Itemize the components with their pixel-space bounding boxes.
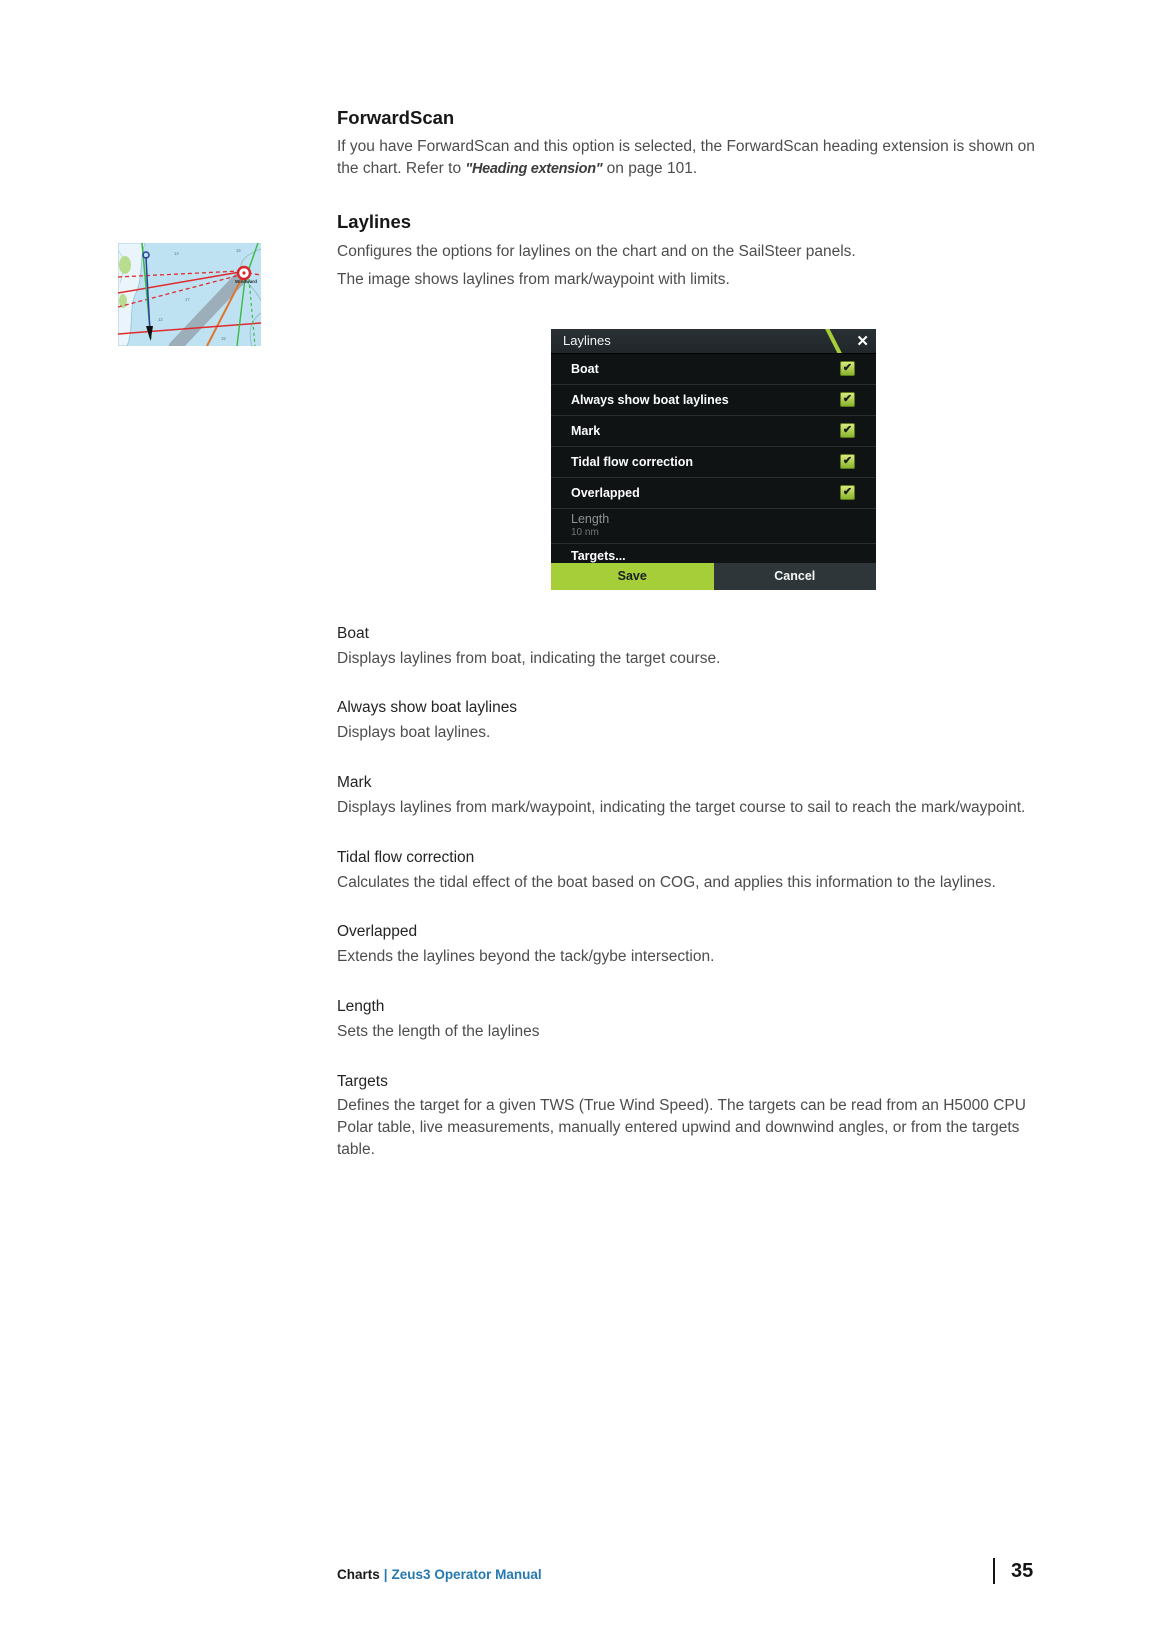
heading-extension-reference: "Heading extension" bbox=[465, 161, 603, 178]
subsection-title: Boat bbox=[337, 624, 369, 642]
checkbox-checked-icon[interactable]: ✔ bbox=[840, 454, 855, 469]
subsection-title: Tidal flow correction bbox=[337, 848, 475, 866]
checkbox-checked-icon[interactable]: ✔ bbox=[840, 361, 855, 376]
forwardscan-body bbox=[337, 136, 1037, 180]
length-value: 10 nm bbox=[571, 526, 599, 538]
dialog-titlebar bbox=[551, 329, 876, 354]
checkbox-checked-icon[interactable]: ✔ bbox=[840, 423, 855, 438]
footer-manual-title: Zeus3 Operator Manual bbox=[391, 1567, 542, 1582]
checkbox-checked-icon[interactable]: ✔ bbox=[840, 485, 855, 500]
subsection-title: Length bbox=[337, 997, 385, 1015]
checkbox-checked-icon[interactable]: ✔ bbox=[840, 392, 855, 407]
depth-label: 12 bbox=[158, 317, 163, 322]
row-label: Boat bbox=[571, 361, 599, 376]
dialog-title: Laylines bbox=[563, 333, 611, 349]
laylines-dialog bbox=[551, 329, 876, 590]
laylines-body-2: The image shows laylines from mark/waypoint with limits. bbox=[337, 270, 730, 288]
subsection-body: Defines the target for a given TWS (True Wind Speed). The targets can be read from an H5000 CPU Polar table, live measurements, manually entered upwind and downwind angles, or from the targets table. bbox=[337, 1097, 1026, 1158]
laylines-heading: Laylines bbox=[337, 211, 412, 233]
save-button[interactable]: Save bbox=[551, 563, 714, 590]
row-label: Overlapped bbox=[571, 485, 640, 500]
dialog-row-targets[interactable] bbox=[551, 544, 876, 563]
forwardscan-body-end: on page 101. bbox=[602, 160, 698, 178]
dialog-row-always-show-boat-laylines[interactable] bbox=[551, 385, 876, 416]
depth-label: 17 bbox=[185, 297, 190, 302]
row-label: Tidal flow correction bbox=[571, 454, 694, 469]
targets-label: Targets... bbox=[571, 548, 626, 563]
dialog-row-length[interactable] bbox=[551, 509, 876, 544]
chart-thumbnail-graphic bbox=[118, 243, 261, 346]
subsection-title: Targets bbox=[337, 1072, 388, 1090]
close-icon[interactable]: ✕ bbox=[856, 332, 869, 350]
forwardscan-heading: ForwardScan bbox=[337, 107, 455, 128]
subsection-title: Always show boat laylines bbox=[337, 699, 518, 717]
subsection-title: Overlapped bbox=[337, 923, 418, 941]
subsection-length bbox=[337, 997, 1037, 1043]
footer-section-name: Charts bbox=[337, 1567, 380, 1582]
laylines-body-1: Configures the options for laylines on the chart and on the SailSteer panels. bbox=[337, 242, 856, 260]
row-label: Always show boat laylines bbox=[571, 392, 729, 407]
depth-label: 16 bbox=[236, 248, 241, 253]
page-content bbox=[337, 106, 1037, 1190]
subsection-body: Displays laylines from boat, indicating the target course. bbox=[337, 649, 721, 667]
subsection-tidal-flow-correction bbox=[337, 848, 1037, 894]
titlebar-accent-stripe bbox=[825, 329, 844, 354]
section-laylines bbox=[337, 210, 1037, 290]
depth-label: 14 bbox=[174, 251, 179, 256]
page-number-divider bbox=[993, 1558, 995, 1584]
subsection-body: Extends the laylines beyond the tack/gybe intersection. bbox=[337, 948, 715, 966]
forwardscan-body-text: If you have ForwardScan and this option is selected, the ForwardScan heading extension is shown on the chart. Refer to bbox=[337, 138, 1035, 178]
dialog-row-overlapped[interactable] bbox=[551, 478, 876, 509]
subsection-always-show-boat-laylines bbox=[337, 698, 1037, 744]
page-number-value: 35 bbox=[1011, 1559, 1034, 1582]
windward-marker-label: Windward bbox=[235, 279, 257, 284]
subsection-body: Sets the length of the laylines bbox=[337, 1022, 540, 1040]
subsection-targets bbox=[337, 1072, 1037, 1161]
subsection-boat bbox=[337, 624, 1037, 670]
section-forwardscan bbox=[337, 106, 1037, 180]
footer-breadcrumb bbox=[337, 1567, 542, 1582]
page-number bbox=[993, 1558, 1033, 1584]
subsection-body: Displays laylines from mark/waypoint, indicating the target course to sail to reach the mark/waypoint. bbox=[337, 799, 1026, 817]
subsection-mark bbox=[337, 773, 1037, 819]
subsection-body: Displays boat laylines. bbox=[337, 724, 491, 742]
dialog-row-mark[interactable] bbox=[551, 416, 876, 447]
subsection-overlapped bbox=[337, 922, 1037, 968]
laylines-chart-thumbnail bbox=[118, 243, 261, 346]
dialog-row-boat[interactable] bbox=[551, 354, 876, 385]
depth-label: 15 bbox=[221, 336, 226, 341]
option-descriptions bbox=[337, 624, 1037, 1161]
dialog-button-bar bbox=[551, 563, 876, 590]
subsection-title: Mark bbox=[337, 774, 372, 792]
subsection-body: Calculates the tidal effect of the boat based on COG, and applies this information to the laylines. bbox=[337, 873, 996, 891]
dialog-row-tidal-flow-correction[interactable] bbox=[551, 447, 876, 478]
footer-divider: | bbox=[383, 1567, 388, 1582]
cancel-button[interactable]: Cancel bbox=[714, 563, 877, 590]
row-label: Mark bbox=[571, 423, 601, 438]
length-label: Length bbox=[571, 511, 610, 526]
